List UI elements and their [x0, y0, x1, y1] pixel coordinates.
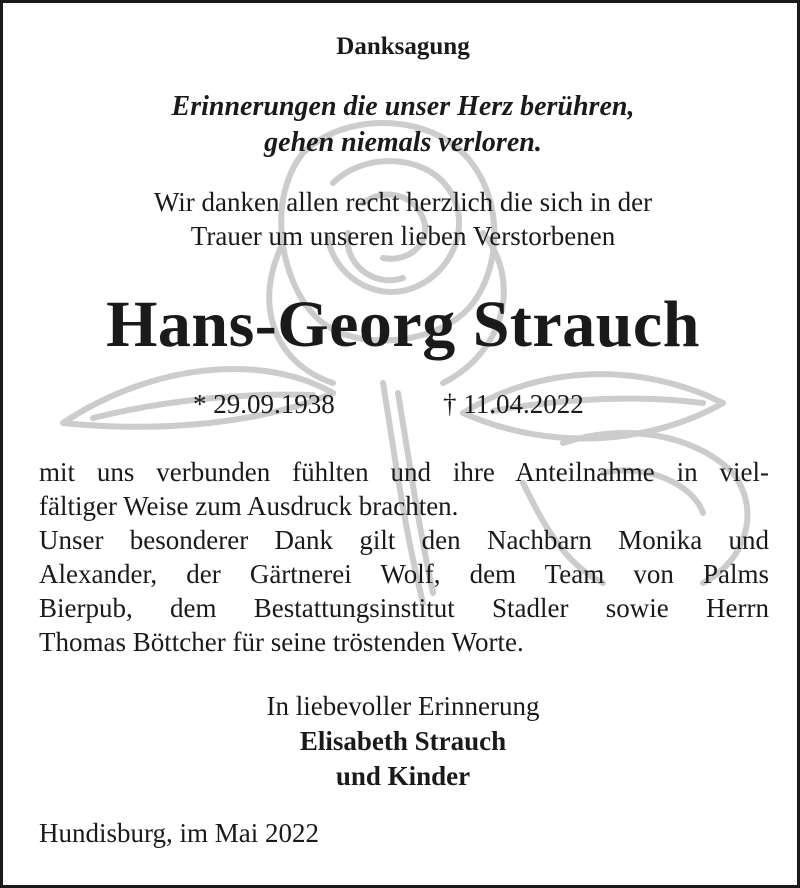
- death-date: † 11.04.2022: [443, 389, 584, 419]
- quote-line-1: Erinnerungen die unser Herz berühren,: [171, 91, 635, 122]
- closing-line-1: In liebevoller Erinnerung: [266, 691, 540, 721]
- memorial-quote: [3, 89, 800, 161]
- signer-name: Elisabeth Strauch: [299, 726, 507, 756]
- intro-text: [3, 185, 800, 253]
- signer-family: und Kinder: [335, 761, 471, 791]
- place-and-date: Hundisburg, im Mai 2022: [39, 818, 320, 848]
- body-line: Bierpub, dem Bestattungsinstitut Stadler sowie Herrn: [39, 593, 769, 623]
- notice-heading: Danksagung: [336, 33, 470, 60]
- thanks-body: [39, 455, 769, 659]
- body-line: mit uns verbunden fühlten und ihre Anteilnahme in viel-: [39, 457, 769, 487]
- quote-line-2: gehen niemals verloren.: [264, 127, 542, 158]
- birth-date: * 29.09.1938: [193, 389, 335, 419]
- closing-signature: [3, 689, 800, 794]
- intro-line-1: Wir danken allen recht herzlich die sich in der: [153, 187, 653, 217]
- body-line: fältiger Weise zum Ausdruck brachten.: [39, 491, 459, 521]
- body-line: Alexander, der Gärtnerei Wolf, dem Team von Palms: [39, 559, 769, 589]
- intro-line-2: Trauer um unseren lieben Verstorbenen: [190, 221, 616, 251]
- deceased-name: Hans-Georg Strauch: [106, 288, 700, 361]
- body-line: Thomas Böttcher für seine tröstenden Worte.: [39, 627, 524, 657]
- body-line: Unser besonderer Dank gilt den Nachbarn Monika und: [39, 525, 769, 555]
